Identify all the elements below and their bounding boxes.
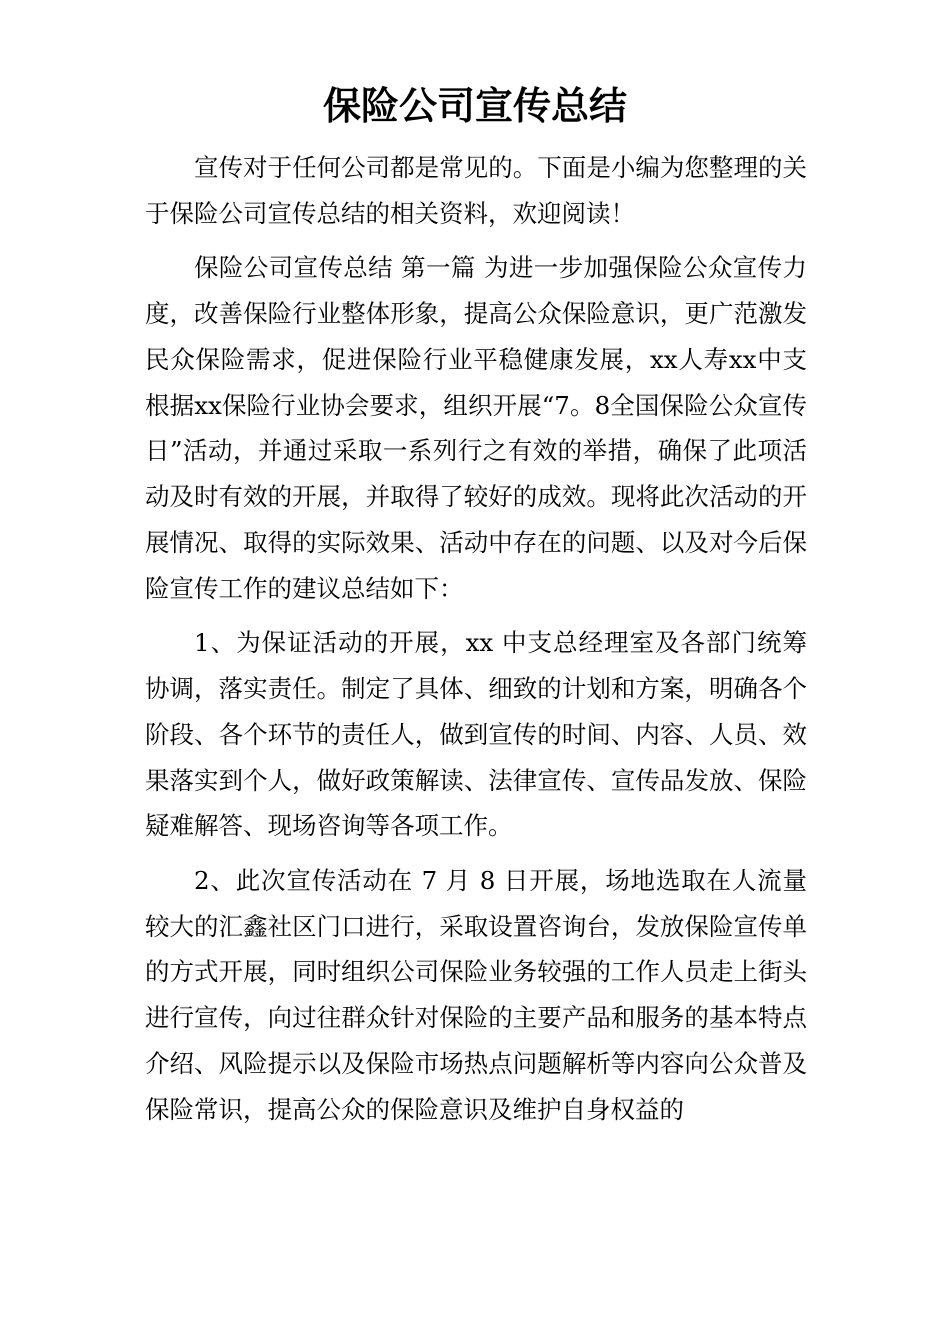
- paragraph-point-2: 2、此次宣传活动在 7 月 8 日开展，场地选取在人流量较大的汇鑫社区门口进行，采取设置咨询台，发放保险宣传单的方式开展，同时组织公司保险业务较强的工作人员走上街头进行宣传，向过往群众针对保险的主要产品和服务的基本特点介绍、风险提示以及保险市场热点问题解析等内容向公众普及保险常识，提高公众的保险意识及维护自身权益的: [145, 865, 807, 1124]
- document-body: [145, 145, 807, 1141]
- paragraph-first-article: 保险公司宣传总结 第一篇 为进一步加强保险公众宣传力度，改善保险行业整体形象，提高公众保险意识，更广范激发民众保险需求，促进保险行业平稳健康发展，xx人寿xx中支根据xx保险行业协会要求，组织开展“7。8全国保险公众宣传日”活动，并通过采取一系列行之有效的举措，确保了此项活动及时有效的开展，并取得了较好的成效。现将此次活动的开展情况、取得的实际效果、活动中存在的问题、以及对今后保险宣传工作的建议总结如下：: [145, 253, 807, 603]
- paragraph-intro: 宣传对于任何公司都是常见的。下面是小编为您整理的关于保险公司宣传总结的相关资料，欢迎阅读！: [145, 153, 807, 228]
- document-title: 保险公司宣传总结: [322, 83, 627, 128]
- paragraph-point-1: 1、为保证活动的开展，xx 中支总经理室及各部门统筹协调，落实责任。制定了具体、细致的计划和方案，明确各个阶段、各个环节的责任人，做到宣传的时间、内容、人员、效果落实到个人，做好政策解读、法律宣传、宣传品发放、保险疑难解答、现场咨询等各项工作。: [145, 628, 807, 841]
